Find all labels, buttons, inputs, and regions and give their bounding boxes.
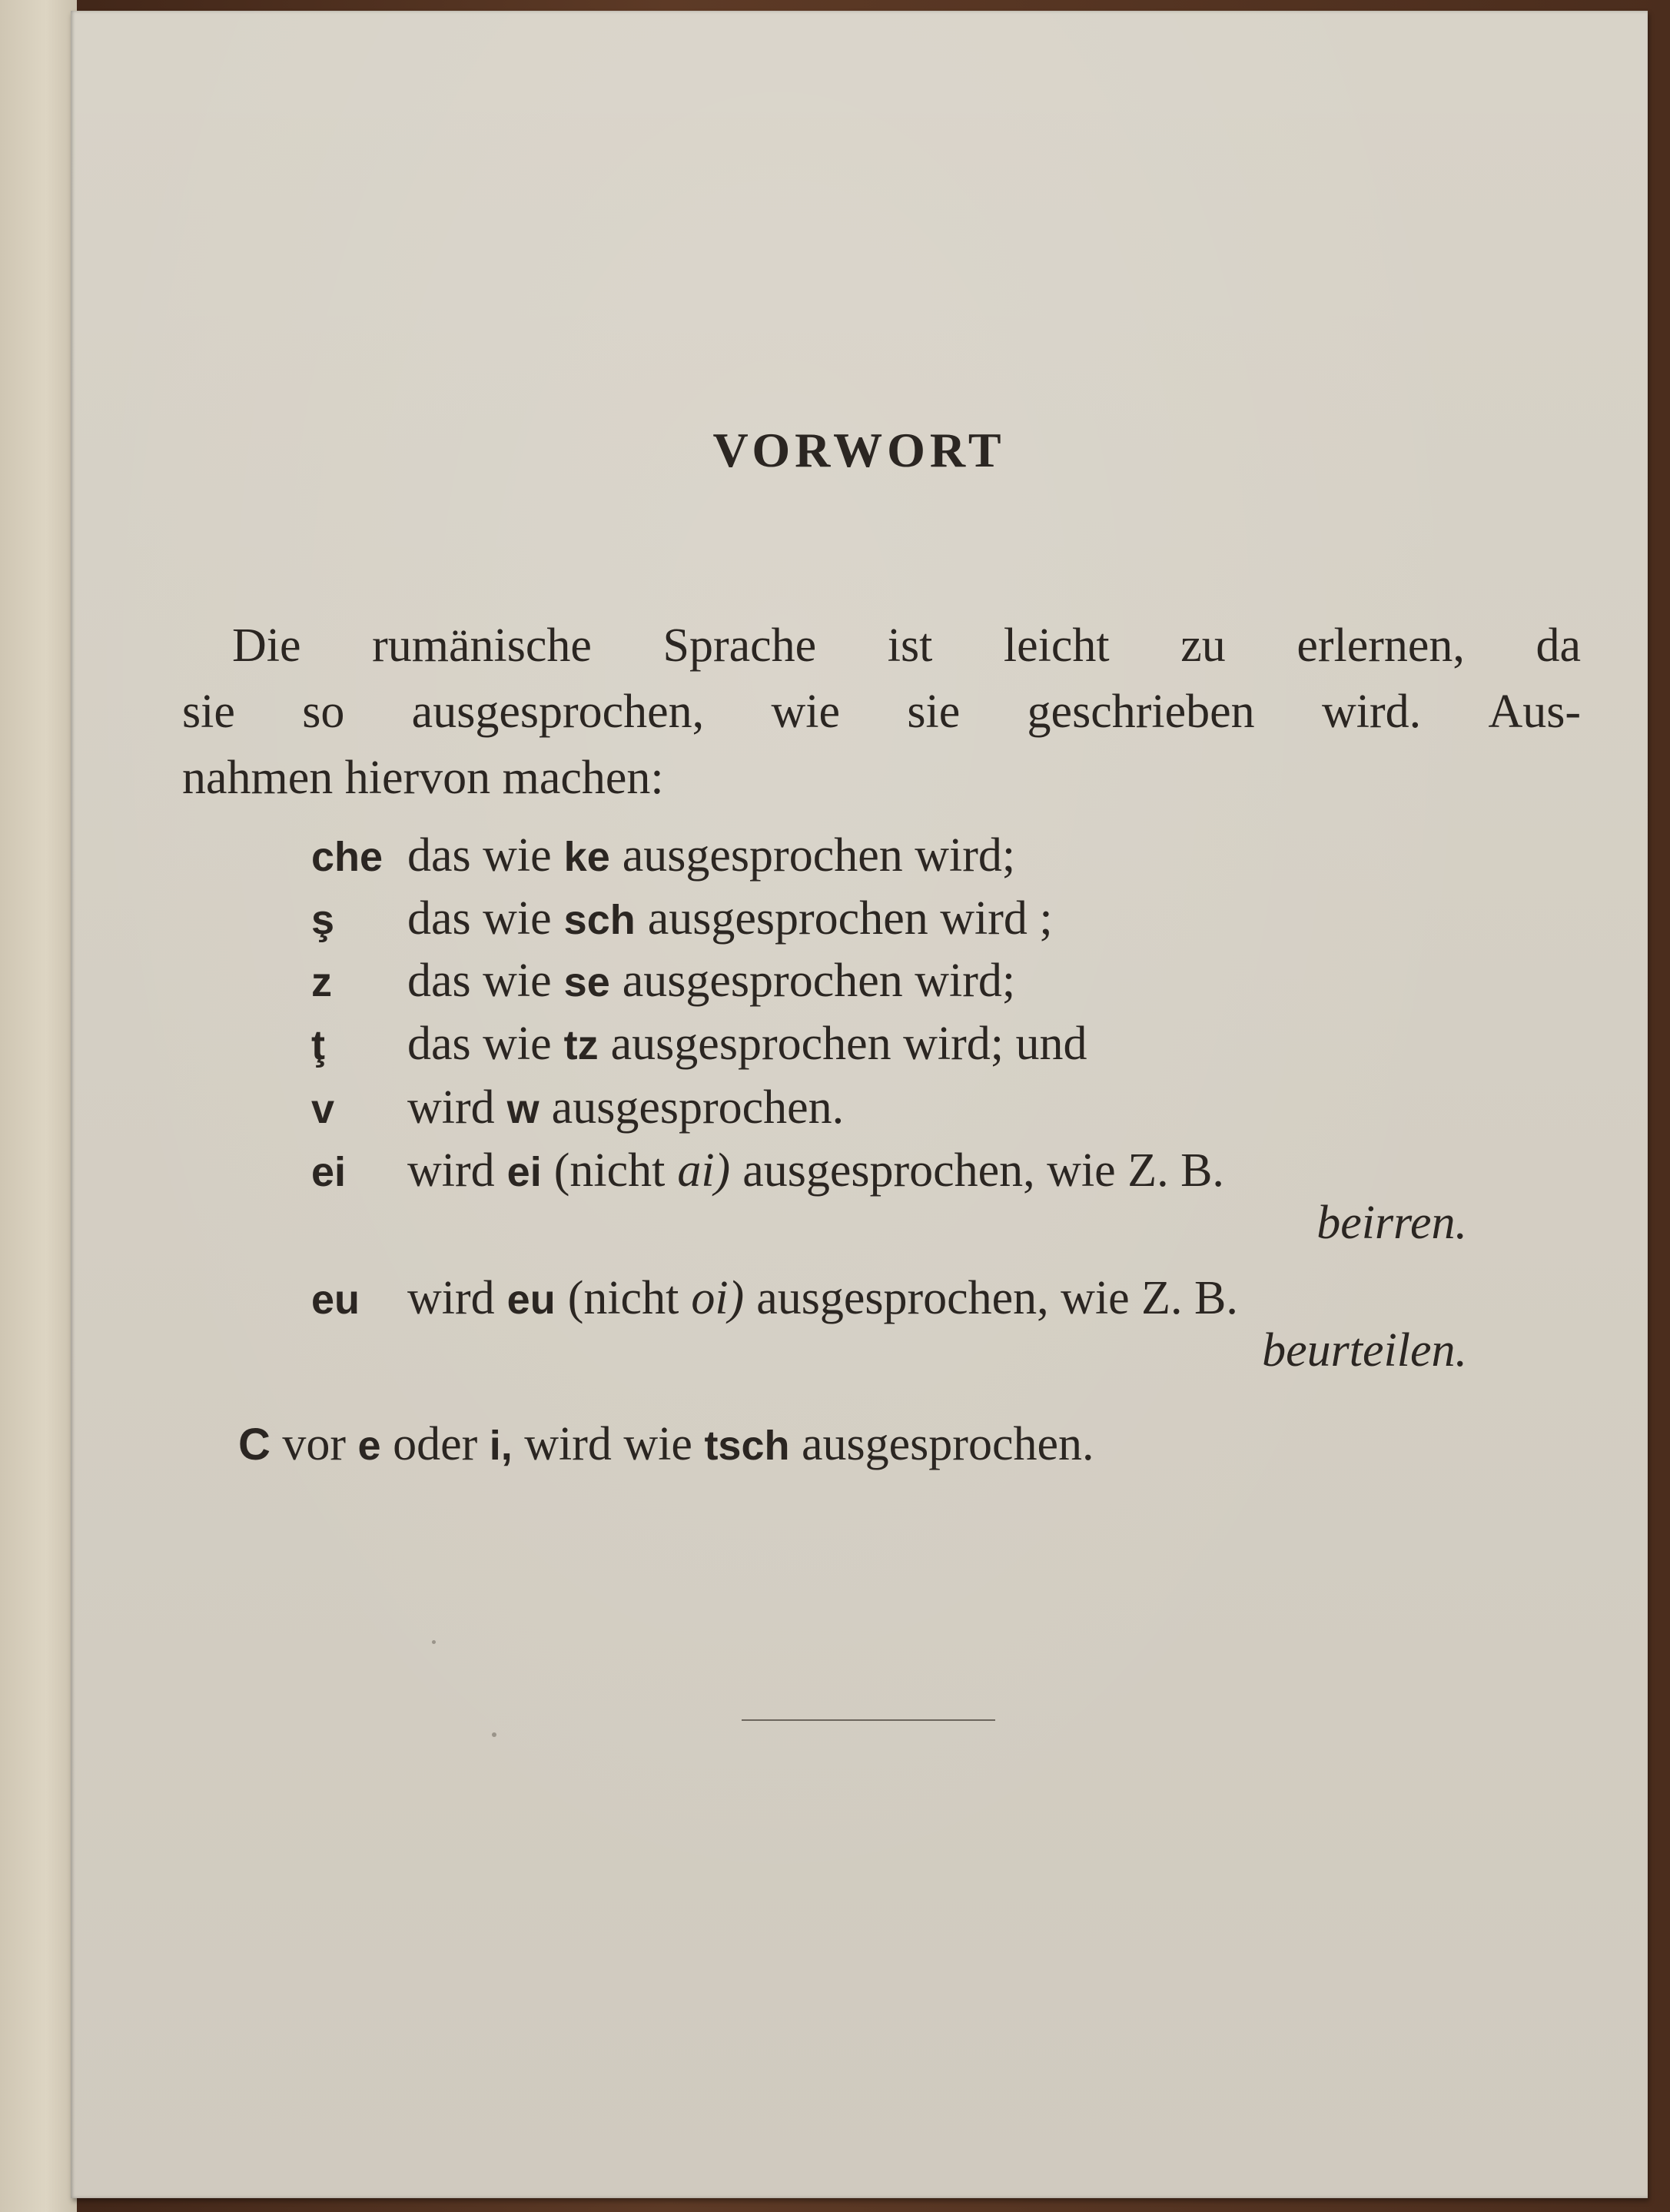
rule-ei <box>311 1138 1224 1203</box>
example-beirren: beirren. <box>1316 1197 1467 1249</box>
rule-text: (nicht <box>553 1144 666 1197</box>
word: Sprache <box>662 619 817 672</box>
final-text: ausgesprochen. <box>802 1418 1094 1470</box>
word: so <box>302 686 345 738</box>
rule-che <box>311 823 1015 888</box>
intro-paragraph <box>182 613 1581 811</box>
word: leicht <box>1003 619 1110 672</box>
word: da <box>1536 619 1581 672</box>
rule-sound: ke <box>563 834 610 880</box>
rule-text: ausgesprochen. <box>551 1081 845 1134</box>
final-sound: tsch <box>704 1423 790 1469</box>
word: zu <box>1180 619 1226 672</box>
word: wie <box>771 686 841 738</box>
paper-speck <box>432 1640 436 1644</box>
intro-line-2 <box>182 679 1581 745</box>
rule-text: das wie <box>407 1018 552 1070</box>
rule-key: ei <box>311 1149 347 1195</box>
word: ist <box>887 619 933 672</box>
rule-not-sound: oi) <box>691 1272 745 1324</box>
example-beurteilen: beurteilen. <box>1262 1324 1467 1377</box>
final-letter-e: e <box>357 1423 381 1469</box>
book-page <box>71 11 1648 2198</box>
rule-text: wird <box>407 1144 495 1197</box>
word: geschrieben <box>1027 686 1255 738</box>
word: Aus- <box>1488 686 1581 738</box>
rule-text: ausgesprochen wird ; <box>647 892 1053 945</box>
section-divider <box>742 1719 995 1721</box>
rule-sound: w <box>506 1086 540 1132</box>
rule-text: das wie <box>407 955 552 1007</box>
previous-page-edge <box>0 0 77 2212</box>
rule-sound: eu <box>506 1277 556 1323</box>
rule-z <box>311 948 1015 1013</box>
word: wird. <box>1321 686 1422 738</box>
rule-key: ţ <box>311 1022 325 1068</box>
rule-text: das wie <box>407 829 552 882</box>
rule-key: v <box>311 1086 335 1132</box>
rule-t-cedilla <box>311 1011 1087 1076</box>
rule-text: ausgesprochen, wie Z. B. <box>742 1144 1224 1197</box>
rule-sound: se <box>563 959 610 1005</box>
final-text: wird wie <box>524 1418 692 1470</box>
word: ausgesprochen, <box>411 686 705 738</box>
rule-key: z <box>311 959 332 1005</box>
rule-key: ş <box>311 897 335 943</box>
rule-text: ausgesprochen wird; <box>622 829 1016 882</box>
rule-eu <box>311 1266 1238 1330</box>
page-title: VORWORT <box>712 423 1006 477</box>
word: sie <box>182 686 235 738</box>
rule-sound: ei <box>506 1149 542 1195</box>
intro-line-3-text: nahmen hiervon machen: <box>182 752 664 804</box>
rule-text: das wie <box>407 892 552 945</box>
rule-sound: sch <box>563 897 636 943</box>
intro-line-3 <box>182 745 1581 811</box>
final-letter-i: i, <box>489 1423 513 1469</box>
rule-text: ausgesprochen wird; <box>622 955 1016 1007</box>
rule-key: che <box>311 834 383 880</box>
rule-not-sound: ai) <box>677 1144 731 1197</box>
rule-text: wird <box>407 1081 495 1134</box>
rule-key: eu <box>311 1277 360 1323</box>
word: erlernen, <box>1296 619 1465 672</box>
rule-v <box>311 1075 844 1140</box>
rule-s-cedilla <box>311 886 1053 951</box>
rule-text: wird <box>407 1272 495 1324</box>
rule-text: (nicht <box>567 1272 679 1324</box>
final-text: vor <box>282 1418 347 1470</box>
word: rumänische <box>372 619 592 672</box>
word: sie <box>907 686 961 738</box>
rule-sound: tz <box>563 1022 599 1068</box>
intro-line-1 <box>182 613 1581 679</box>
paper-speck <box>492 1732 496 1737</box>
final-text: oder <box>393 1418 478 1470</box>
word: Die <box>232 619 301 672</box>
rule-text: ausgesprochen, wie Z. B. <box>756 1272 1238 1324</box>
rule-text: ausgesprochen wird; und <box>610 1018 1087 1070</box>
final-key: C <box>238 1420 271 1470</box>
final-rule-c <box>238 1417 1094 1472</box>
